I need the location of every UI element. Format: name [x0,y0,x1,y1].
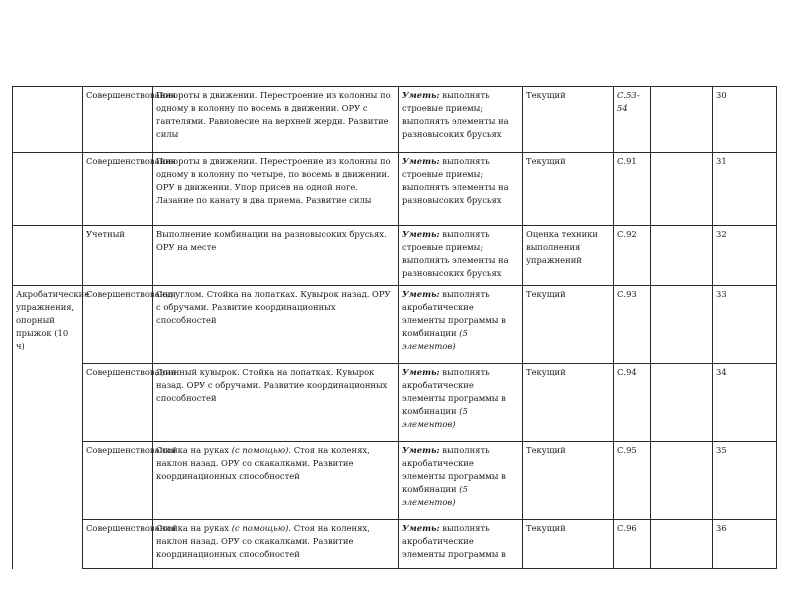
lesson-number-cell: 36 [713,520,777,569]
table-row [13,364,777,442]
table-row [13,520,777,569]
requirements-lead: Уметь: [402,289,440,299]
requirements-text: выполнять акробатические элементы программы в [402,523,506,559]
lesson-content-cell [153,87,399,153]
page-ref-cell: С.93 [614,286,651,364]
requirements-cell [399,87,523,153]
lesson-content-cell [153,364,399,442]
control-type-cell: Оценка техники выполнения упражнений [523,226,614,286]
requirements-lead: Уметь: [402,367,440,377]
table-row [13,226,777,286]
page-ref-cell [614,87,651,153]
requirements-text: выполнять акробатические элементы программы в комбинации [402,367,506,416]
requirements-lead: Уметь: [402,156,440,166]
table-row [13,153,777,226]
table-row [13,442,777,520]
content-text: Сед углом. Стойка на лопатках. Кувырок назад. ОРУ с обручами. Развитие координационных способностей [156,289,391,325]
section-title-cell: Акробатические упражнения, опорный прыжок (10 ч) [13,286,83,569]
control-type-cell: Текущий [523,364,614,442]
section-cell-empty [13,153,83,226]
requirements-lead: Уметь: [402,445,440,455]
content-tail: Стоя на коленях, наклон назад. ОРУ со скакалками. Развитие координационных способностей [156,445,370,481]
requirements-lead: Уметь: [402,229,440,239]
requirements-cell [399,364,523,442]
control-type-cell: Текущий [523,153,614,226]
requirements-note: (5 элементов) [402,484,468,507]
page-ref-cell: С.96 [614,520,651,569]
requirements-cell [399,226,523,286]
page-ref-cell: С.92 [614,226,651,286]
extra-cell [651,442,713,520]
lesson-number-cell: 32 [713,226,777,286]
extra-cell [651,226,713,286]
lesson-type-cell: Совершенствования [83,87,153,153]
control-type-cell: Текущий [523,286,614,364]
content-note: (с помощью). [231,445,292,455]
content-text: Стойка на руках [156,523,230,533]
requirements-lead: Уметь: [402,523,440,533]
page-ref-cell: С.94 [614,364,651,442]
requirements-note: (5 элементов) [402,406,468,429]
lesson-number-cell: 33 [713,286,777,364]
section-cell-empty [13,87,83,153]
lesson-type-cell: Совершенствования [83,153,153,226]
content-note: (с помощью). [231,523,292,533]
requirements-cell [399,286,523,364]
lesson-type-cell: Совершенствования [83,442,153,520]
lesson-plan-table [12,86,777,569]
requirements-cell [399,153,523,226]
lesson-content-cell [153,442,399,520]
lesson-type-cell: Совершенствования [83,286,153,364]
content-text: Стойка на руках [156,445,230,455]
page-ref-cell: С.95 [614,442,651,520]
requirements-cell [399,520,523,569]
lesson-content-cell [153,153,399,226]
extra-cell [651,87,713,153]
lesson-number-cell: 35 [713,442,777,520]
control-type-cell: Текущий [523,520,614,569]
content-text: Повороты в движении. Перестроение из колонны по одному в колонну по восемь в движении. ОРУ с гантелями. Равновесие на верхней жерди. Развитие силы [156,90,391,139]
lesson-content-cell [153,520,399,569]
extra-cell [651,153,713,226]
lesson-content-cell [153,226,399,286]
content-tail: Стоя на коленях, наклон назад. ОРУ со скакалками. Развитие координационных способностей [156,523,370,559]
content-text: Повороты в движении. Перестроение из колонны по одному в колонну по четыре, по восемь в движении. ОРУ в движении. Упор присев на одной ноге. Лазание по канату в два приема. Развитие силы [156,156,391,205]
section-cell-empty [13,226,83,286]
content-text: Выполнение комбинации на разновысоких брусьях. ОРУ на месте [156,229,387,252]
lesson-number-cell: 31 [713,153,777,226]
requirements-cell [399,442,523,520]
table-row [13,87,777,153]
extra-cell [651,364,713,442]
page-ref-prefix: С. [617,90,627,100]
lesson-number-cell: 34 [713,364,777,442]
page-ref-cell: С.91 [614,153,651,226]
lesson-number-cell: 30 [713,87,777,153]
lesson-type-cell: Совершенствования [83,520,153,569]
table-row [13,286,777,364]
content-text: Длинный кувырок. Стойка на лопатках. Кувырок назад. ОРУ с обручами. Развитие координационных способностей [156,367,388,403]
requirements-text: выполнять строевые приемы; выполнять элементы на разновысоких брусьях [402,90,509,139]
lesson-type-cell: Учетный [83,226,153,286]
lesson-type-cell: Совершенствования [83,364,153,442]
requirements-text: выполнять строевые приемы; выполнять элементы на разновысоких брусьях [402,229,509,278]
requirements-text: выполнять акробатические элементы программы в комбинации [402,445,506,494]
page-ref-value: 53-54 [617,90,640,113]
requirements-lead: Уметь: [402,90,440,100]
requirements-text: выполнять строевые приемы; выполнять элементы на разновысоких брусьях [402,156,509,205]
control-type-cell: Текущий [523,87,614,153]
extra-cell [651,286,713,364]
requirements-text: выполнять акробатические элементы программы в комбинации [402,289,506,338]
lesson-content-cell [153,286,399,364]
extra-cell [651,520,713,569]
requirements-note: (5 элементов) [402,328,468,351]
control-type-cell: Текущий [523,442,614,520]
